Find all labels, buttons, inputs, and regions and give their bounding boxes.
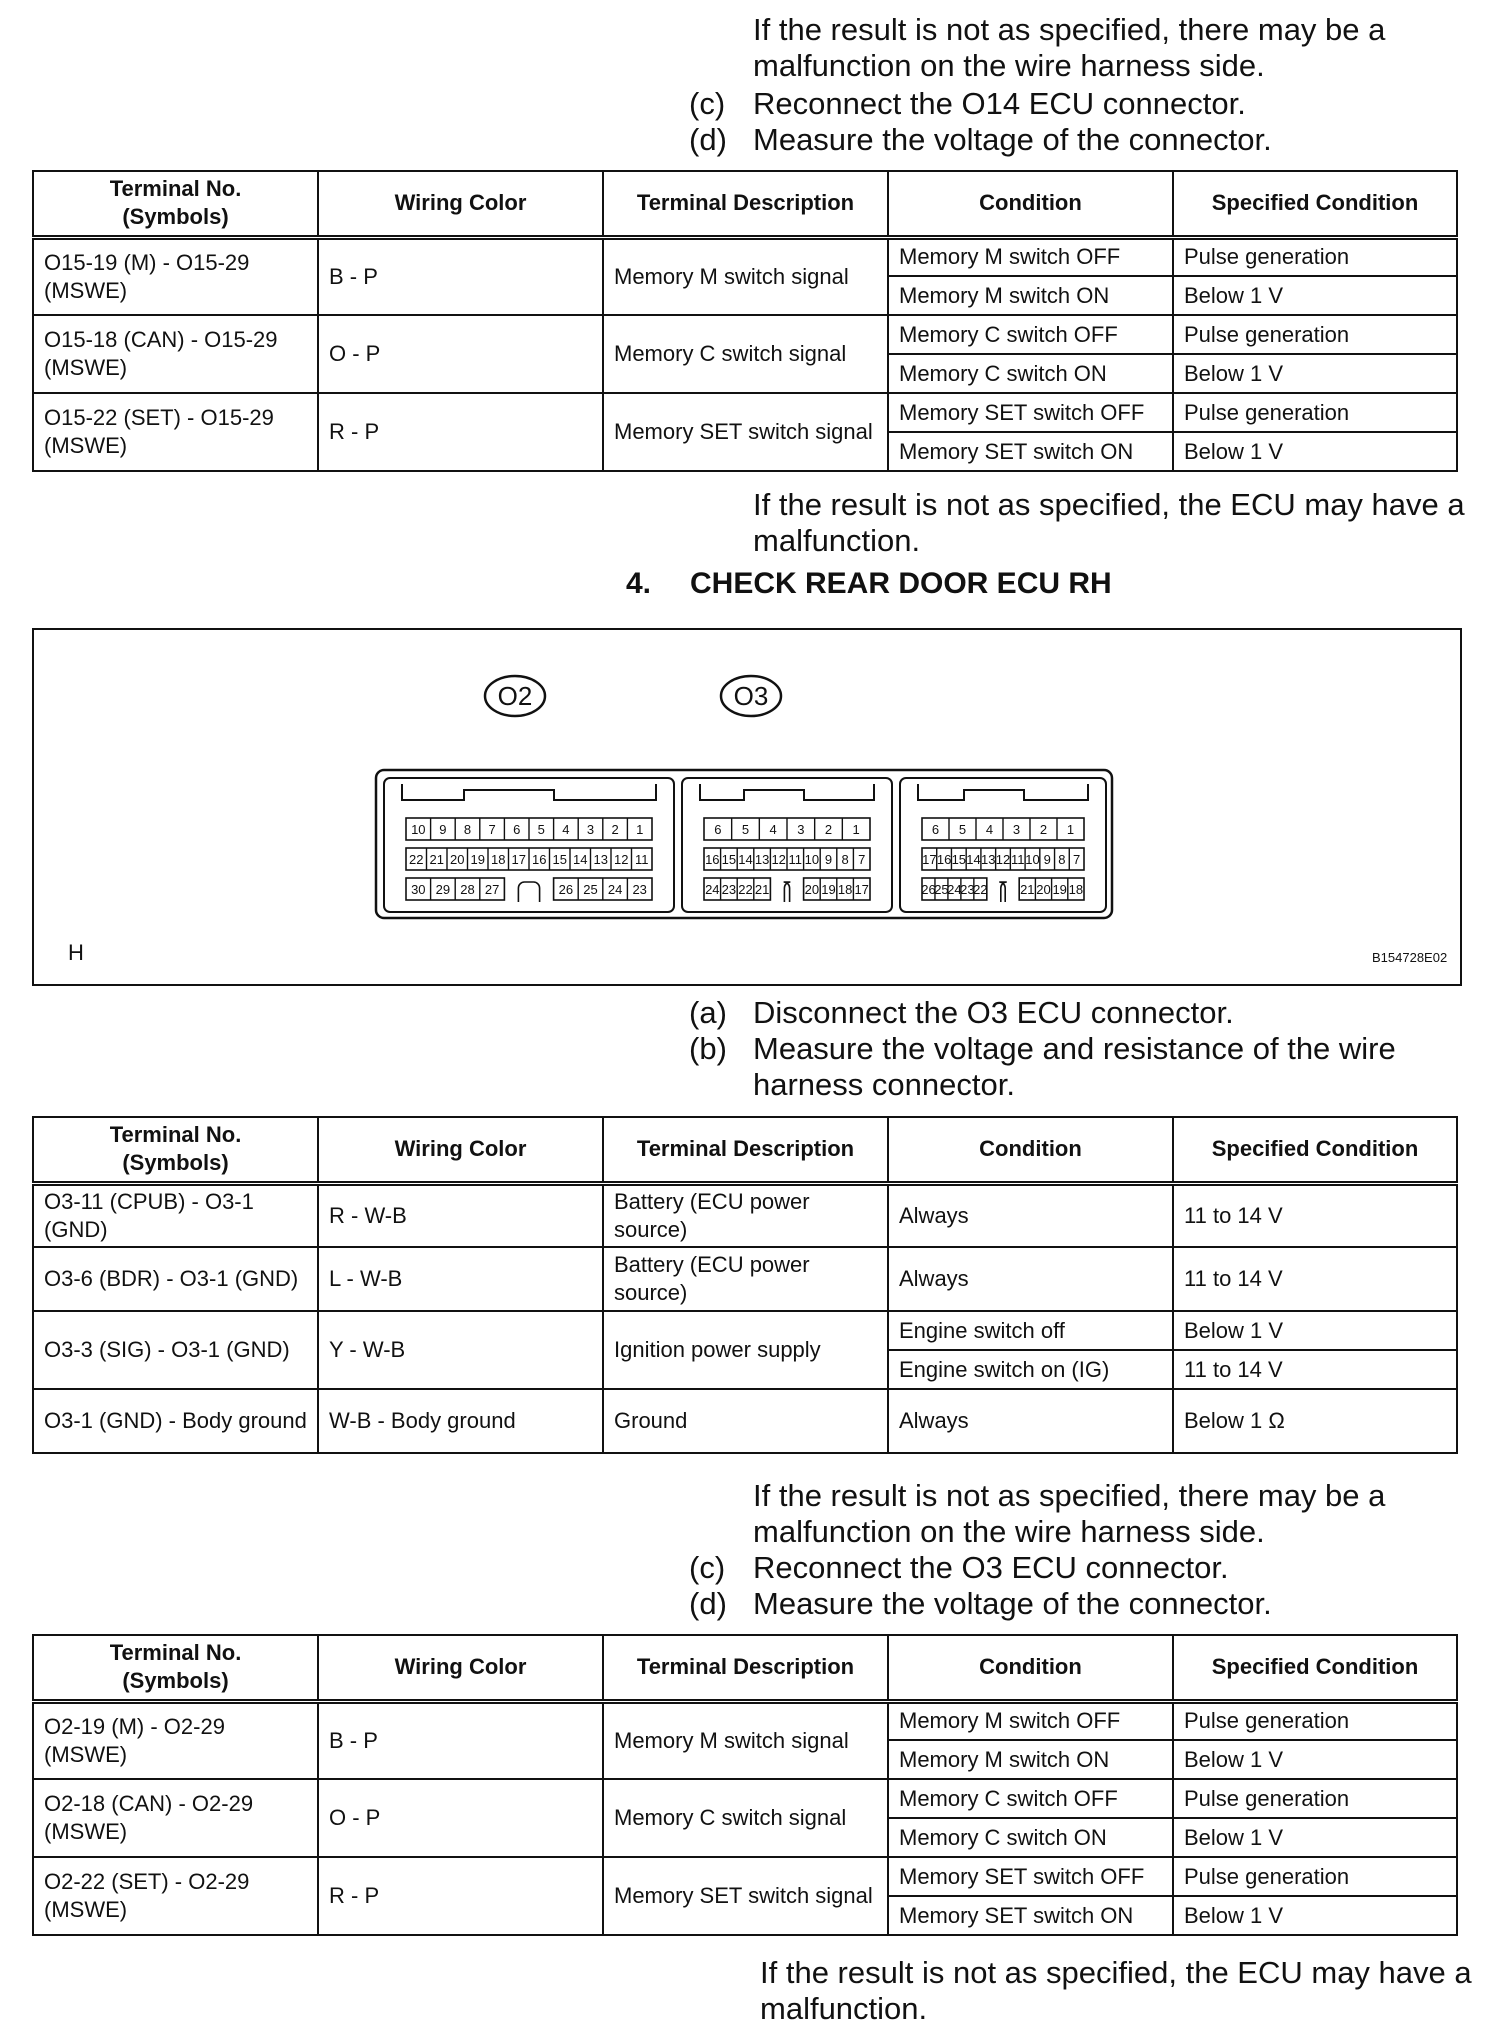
step-text: Reconnect the O14 ECU connector.	[753, 86, 1246, 121]
table-header-row	[33, 1117, 1457, 1183]
header-terminal-description: Terminal Description	[603, 1117, 888, 1183]
table-row	[33, 1857, 1457, 1896]
pin-number: 16	[936, 852, 952, 867]
cell-condition: Memory SET switch OFF	[888, 393, 1173, 432]
note-line: If the result is not as specified, the ECU may have a	[753, 487, 1465, 522]
cell-specified-condition: Below 1 V	[1173, 354, 1457, 393]
cell-terminal: O3-3 (SIG) - O3-1 (GND)	[33, 1311, 318, 1389]
pin-number: 9	[439, 822, 447, 837]
table-row	[33, 1311, 1457, 1350]
cell-condition: Memory M switch OFF	[888, 237, 1173, 276]
header-wiring-color: Wiring Color	[318, 1117, 603, 1183]
cell-condition: Memory M switch ON	[888, 276, 1173, 315]
figure-corner-letter: H	[68, 940, 84, 965]
pin-number: 17	[511, 852, 526, 867]
connector-key-notch	[518, 882, 539, 902]
note-line: If the result is not as specified, there may be a	[753, 1478, 1386, 1513]
cell-condition: Engine switch off	[888, 1311, 1173, 1350]
pin-number: 26	[558, 882, 574, 897]
pin-number: 12	[995, 852, 1011, 867]
pin-number: 12	[771, 852, 786, 867]
header-condition: Condition	[888, 171, 1173, 237]
cell-description: Memory M switch signal	[603, 1701, 888, 1779]
cell-wiring-color: B - P	[318, 1701, 603, 1779]
pin-number: 23	[632, 882, 647, 897]
pin-number: 10	[1025, 852, 1040, 867]
pin-number: 6	[714, 822, 722, 837]
table-row	[33, 393, 1457, 432]
pin-number: 24	[947, 882, 962, 897]
cell-condition: Memory M switch OFF	[888, 1701, 1173, 1740]
note-line: If the result is not as specified, the ECU may have a	[760, 1955, 1472, 1990]
pin-number: 7	[488, 822, 496, 837]
note-line: malfunction on the wire harness side.	[753, 1514, 1265, 1549]
spec-table-o15	[32, 170, 1458, 472]
pin-number: 28	[460, 882, 475, 897]
cell-condition: Memory C switch ON	[888, 354, 1173, 393]
header-terminal-description: Terminal Description	[603, 171, 888, 237]
cell-condition: Memory C switch ON	[888, 1818, 1173, 1857]
cell-wiring-color: O - P	[318, 1779, 603, 1857]
cell-description: Memory M switch signal	[603, 237, 888, 315]
pin-number: 5	[741, 822, 750, 837]
step-label: (a)	[689, 995, 727, 1030]
pin-number: 3	[586, 822, 595, 837]
pin-number: 25	[934, 882, 949, 897]
pin-number: 2	[1039, 822, 1048, 837]
note-line: malfunction.	[753, 523, 921, 558]
pin-number: 4	[562, 822, 570, 837]
pin-number: 5	[958, 822, 967, 837]
cell-description: Memory C switch signal	[603, 1779, 888, 1857]
pin-number: 23	[960, 882, 975, 897]
pin-number: 22	[973, 882, 988, 897]
pin-number: 18	[1068, 882, 1084, 897]
step-b-measure-harness	[689, 1031, 1396, 1103]
pin-number: 15	[721, 852, 737, 867]
pin-number: 11	[788, 852, 803, 867]
cell-condition: Always	[888, 1247, 1173, 1311]
table-row	[33, 1183, 1457, 1247]
step-text: Reconnect the O3 ECU connector.	[753, 1550, 1229, 1585]
connector-label: O3	[733, 681, 769, 711]
cell-specified-condition: Pulse generation	[1173, 315, 1457, 354]
cell-description: Ignition power supply	[603, 1311, 888, 1389]
cell-specified-condition: Pulse generation	[1173, 1857, 1457, 1896]
table-row	[33, 1389, 1457, 1453]
pin-number: 24	[705, 882, 720, 897]
table-header-row	[33, 171, 1457, 237]
cell-condition: Memory C switch OFF	[888, 315, 1173, 354]
cell-terminal: O2-19 (M) - O2-29 (MSWE)	[33, 1701, 318, 1779]
pin-number: 21	[754, 882, 770, 897]
note-harness-1	[753, 12, 1385, 84]
step-text: Disconnect the O3 ECU connector.	[753, 995, 1234, 1030]
table-row	[33, 1247, 1457, 1311]
pin-number: 2	[824, 822, 833, 837]
pin-number: 17	[922, 852, 937, 867]
pin-number: 27	[484, 882, 500, 897]
cell-description: Battery (ECU power source)	[603, 1247, 888, 1311]
pin-number: 17	[854, 882, 869, 897]
figure-code: B154728E02	[1372, 950, 1448, 965]
step-text: Measure the voltage of the connector.	[753, 1586, 1272, 1621]
pin-number: 3	[797, 822, 805, 837]
step-d-measure-voltage-2	[689, 1586, 1272, 1622]
cell-wiring-color: R - P	[318, 393, 603, 471]
connector-latch	[700, 784, 874, 800]
cell-specified-condition: Below 1 Ω	[1173, 1389, 1457, 1453]
pin-number: 21	[429, 852, 444, 867]
cell-specified-condition: Pulse generation	[1173, 1701, 1457, 1740]
connector-key-notch	[999, 882, 1007, 902]
pin-number: 8	[841, 852, 849, 867]
step-label: (b)	[689, 1031, 727, 1066]
header-terminal: Terminal No. (Symbols)	[33, 1117, 318, 1183]
note-ecu-malfunction-2	[760, 1955, 1472, 2027]
connector-diagram	[34, 630, 1460, 984]
cell-terminal: O2-22 (SET) - O2-29 (MSWE)	[33, 1857, 318, 1935]
pin-number: 22	[409, 852, 424, 867]
header-wiring-color: Wiring Color	[318, 1635, 603, 1701]
cell-condition: Memory M switch ON	[888, 1740, 1173, 1779]
pin-number: 1	[636, 822, 644, 837]
connector-label: O2	[497, 681, 533, 711]
table-row	[33, 237, 1457, 276]
pin-number: 15	[552, 852, 567, 867]
pin-number: 6	[931, 822, 940, 837]
note-line: If the result is not as specified, there may be a	[753, 12, 1386, 47]
note-ecu-malfunction-1	[753, 487, 1465, 559]
cell-specified-condition: Below 1 V	[1173, 1311, 1457, 1350]
pin-number: 5	[537, 822, 545, 837]
pin-number: 12	[614, 852, 629, 867]
pin-number: 14	[573, 852, 588, 867]
pin-number: 20	[450, 852, 465, 867]
cell-specified-condition: 11 to 14 V	[1173, 1350, 1457, 1389]
cell-specified-condition: Below 1 V	[1173, 1818, 1457, 1857]
pin-number: 7	[858, 852, 866, 867]
table-row	[33, 315, 1457, 354]
cell-wiring-color: B - P	[318, 237, 603, 315]
cell-wiring-color: Y - W-B	[318, 1311, 603, 1389]
header-specified-condition: Specified Condition	[1173, 171, 1457, 237]
pin-number: 22	[738, 882, 753, 897]
cell-condition: Memory SET switch ON	[888, 432, 1173, 471]
cell-condition: Always	[888, 1183, 1173, 1247]
header-terminal-description: Terminal Description	[603, 1635, 888, 1701]
cell-description: Memory C switch signal	[603, 315, 888, 393]
pin-number: 4	[985, 822, 994, 837]
connector-latch	[402, 784, 656, 800]
cell-condition: Memory C switch OFF	[888, 1779, 1173, 1818]
cell-terminal: O3-11 (CPUB) - O3-1 (GND)	[33, 1183, 318, 1247]
pin-number: 6	[513, 822, 521, 837]
pin-number: 26	[921, 882, 936, 897]
header-terminal: Terminal No. (Symbols)	[33, 1635, 318, 1701]
pin-number: 8	[463, 822, 472, 837]
step-label: (d)	[689, 122, 727, 157]
step-text: Measure the voltage and resistance of the wire	[753, 1031, 1396, 1066]
pin-number: 13	[981, 852, 996, 867]
header-specified-condition: Specified Condition	[1173, 1635, 1457, 1701]
pin-number: 20	[804, 882, 820, 897]
pin-number: 24	[607, 882, 623, 897]
pin-number: 9	[1043, 852, 1051, 867]
cell-specified-condition: Below 1 V	[1173, 276, 1457, 315]
pin-number: 19	[470, 852, 485, 867]
spec-table-o3-harness	[32, 1116, 1458, 1454]
step-text: harness connector.	[753, 1067, 1015, 1102]
cell-wiring-color: L - W-B	[318, 1247, 603, 1311]
cell-wiring-color: R - W-B	[318, 1183, 603, 1247]
step-c-reconnect-o3	[689, 1550, 1229, 1586]
header-condition: Condition	[888, 1117, 1173, 1183]
cell-specified-condition: 11 to 14 V	[1173, 1247, 1457, 1311]
cell-description: Memory SET switch signal	[603, 1857, 888, 1935]
step-c-reconnect-o14	[689, 86, 1246, 122]
cell-terminal: O15-22 (SET) - O15-29 (MSWE)	[33, 393, 318, 471]
pin-number: 30	[411, 882, 426, 897]
pin-number: 16	[532, 852, 547, 867]
pin-number: 19	[1052, 882, 1067, 897]
pin-number: 9	[824, 852, 833, 867]
step-label: (c)	[689, 86, 726, 121]
note-line: malfunction.	[760, 1991, 928, 2026]
cell-terminal: O3-6 (BDR) - O3-1 (GND)	[33, 1247, 318, 1311]
step-label: (c)	[689, 1550, 726, 1585]
cell-specified-condition: Below 1 V	[1173, 432, 1457, 471]
pin-number: 11	[1010, 852, 1025, 867]
step-a-disconnect-o3	[689, 995, 1234, 1031]
cell-condition: Engine switch on (IG)	[888, 1350, 1173, 1389]
cell-wiring-color: W-B - Body ground	[318, 1389, 603, 1453]
cell-terminal: O2-18 (CAN) - O2-29 (MSWE)	[33, 1779, 318, 1857]
pin-number: 7	[1073, 852, 1081, 867]
cell-specified-condition: Below 1 V	[1173, 1740, 1457, 1779]
pin-number: 10	[804, 852, 820, 867]
pin-number: 25	[583, 882, 598, 897]
pin-number: 1	[1066, 822, 1075, 837]
pin-number: 21	[1020, 882, 1035, 897]
header-specified-condition: Specified Condition	[1173, 1117, 1457, 1183]
pin-number: 23	[721, 882, 737, 897]
pin-number: 18	[837, 882, 853, 897]
step-d-measure-voltage	[689, 122, 1272, 158]
cell-description: Battery (ECU power source)	[603, 1183, 888, 1247]
note-line: malfunction on the wire harness side.	[753, 48, 1265, 83]
note-harness-2	[753, 1478, 1385, 1550]
cell-description: Memory SET switch signal	[603, 393, 888, 471]
pin-number: 8	[1058, 852, 1066, 867]
spec-table-o2	[32, 1634, 1458, 1936]
cell-description: Ground	[603, 1389, 888, 1453]
cell-condition: Memory SET switch ON	[888, 1896, 1173, 1935]
pin-number: 3	[1012, 822, 1021, 837]
pin-number: 11	[635, 852, 649, 867]
section-number: 4.	[626, 567, 652, 600]
header-condition: Condition	[888, 1635, 1173, 1701]
pin-number: 1	[852, 822, 860, 837]
header-terminal: Terminal No. (Symbols)	[33, 171, 318, 237]
cell-specified-condition: Below 1 V	[1173, 1896, 1457, 1935]
connector-figure	[32, 628, 1462, 986]
pin-number: 13	[593, 852, 608, 867]
connector-key-notch	[784, 882, 791, 902]
pin-number: 16	[705, 852, 720, 867]
pin-number: 10	[411, 822, 426, 837]
pin-number: 14	[966, 852, 981, 867]
connector-block	[384, 778, 674, 912]
cell-specified-condition: Pulse generation	[1173, 1779, 1457, 1818]
header-wiring-color: Wiring Color	[318, 171, 603, 237]
step-text: Measure the voltage of the connector.	[753, 122, 1272, 157]
pin-number: 15	[951, 852, 967, 867]
pin-number: 2	[611, 822, 619, 837]
cell-condition: Memory SET switch OFF	[888, 1857, 1173, 1896]
section-title: CHECK REAR DOOR ECU RH	[690, 567, 1112, 600]
cell-specified-condition: 11 to 14 V	[1173, 1183, 1457, 1247]
cell-specified-condition: Pulse generation	[1173, 237, 1457, 276]
cell-wiring-color: O - P	[318, 315, 603, 393]
cell-specified-condition: Pulse generation	[1173, 393, 1457, 432]
table-row	[33, 1701, 1457, 1740]
table-row	[33, 1779, 1457, 1818]
cell-terminal: O15-18 (CAN) - O15-29 (MSWE)	[33, 315, 318, 393]
cell-terminal: O3-1 (GND) - Body ground	[33, 1389, 318, 1453]
pin-number: 14	[738, 852, 753, 867]
pin-number: 19	[821, 882, 836, 897]
cell-wiring-color: R - P	[318, 1857, 603, 1935]
table-header-row	[33, 1635, 1457, 1701]
pin-number: 4	[769, 822, 777, 837]
pin-number: 13	[754, 852, 770, 867]
cell-condition: Always	[888, 1389, 1173, 1453]
cell-terminal: O15-19 (M) - O15-29 (MSWE)	[33, 237, 318, 315]
connector-latch	[918, 784, 1088, 800]
pin-number: 18	[491, 852, 506, 867]
pin-number: 20	[1036, 882, 1051, 897]
step-label: (d)	[689, 1586, 727, 1621]
pin-number: 29	[435, 882, 451, 897]
